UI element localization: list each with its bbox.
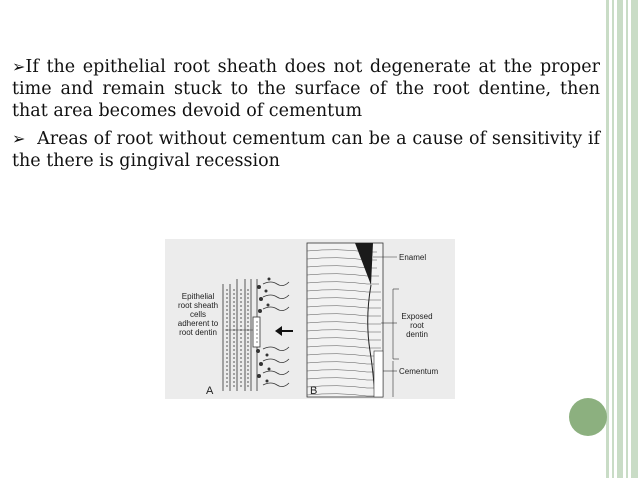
- green-circle-icon: [569, 398, 607, 436]
- figure-label-root-sheath: Epithelial root sheath cells adherent to root dentin: [177, 292, 219, 337]
- slide-body: [12, 56, 600, 178]
- bullet-point-1: [12, 56, 600, 122]
- figure-letter-b: B: [310, 385, 318, 397]
- bullet-text-2: Areas of root without cementum can be a cause of sensitivity if the there is gingival recession: [12, 129, 600, 171]
- bullet-point-2: [12, 128, 600, 172]
- figure-label-enamel: Enamel: [399, 253, 427, 262]
- bullet-text-1: If the epithelial root sheath does not degenerate at the proper time and remain stuck to the surface of the root dentine, then that area becomes devoid of cementum: [12, 57, 600, 121]
- figure-letter-a: A: [206, 385, 214, 397]
- figure-label-exposed-dentin: Exposed root dentin: [401, 312, 433, 339]
- arrow-bullet-icon: ➢: [12, 129, 26, 148]
- tooth-root-figure: [165, 239, 455, 399]
- slide-border-decoration: [606, 0, 638, 478]
- figure-label-cementum: Cementum: [399, 367, 439, 376]
- pointer-arrow-icon: [275, 326, 293, 336]
- arrow-bullet-icon: ➢: [12, 57, 26, 76]
